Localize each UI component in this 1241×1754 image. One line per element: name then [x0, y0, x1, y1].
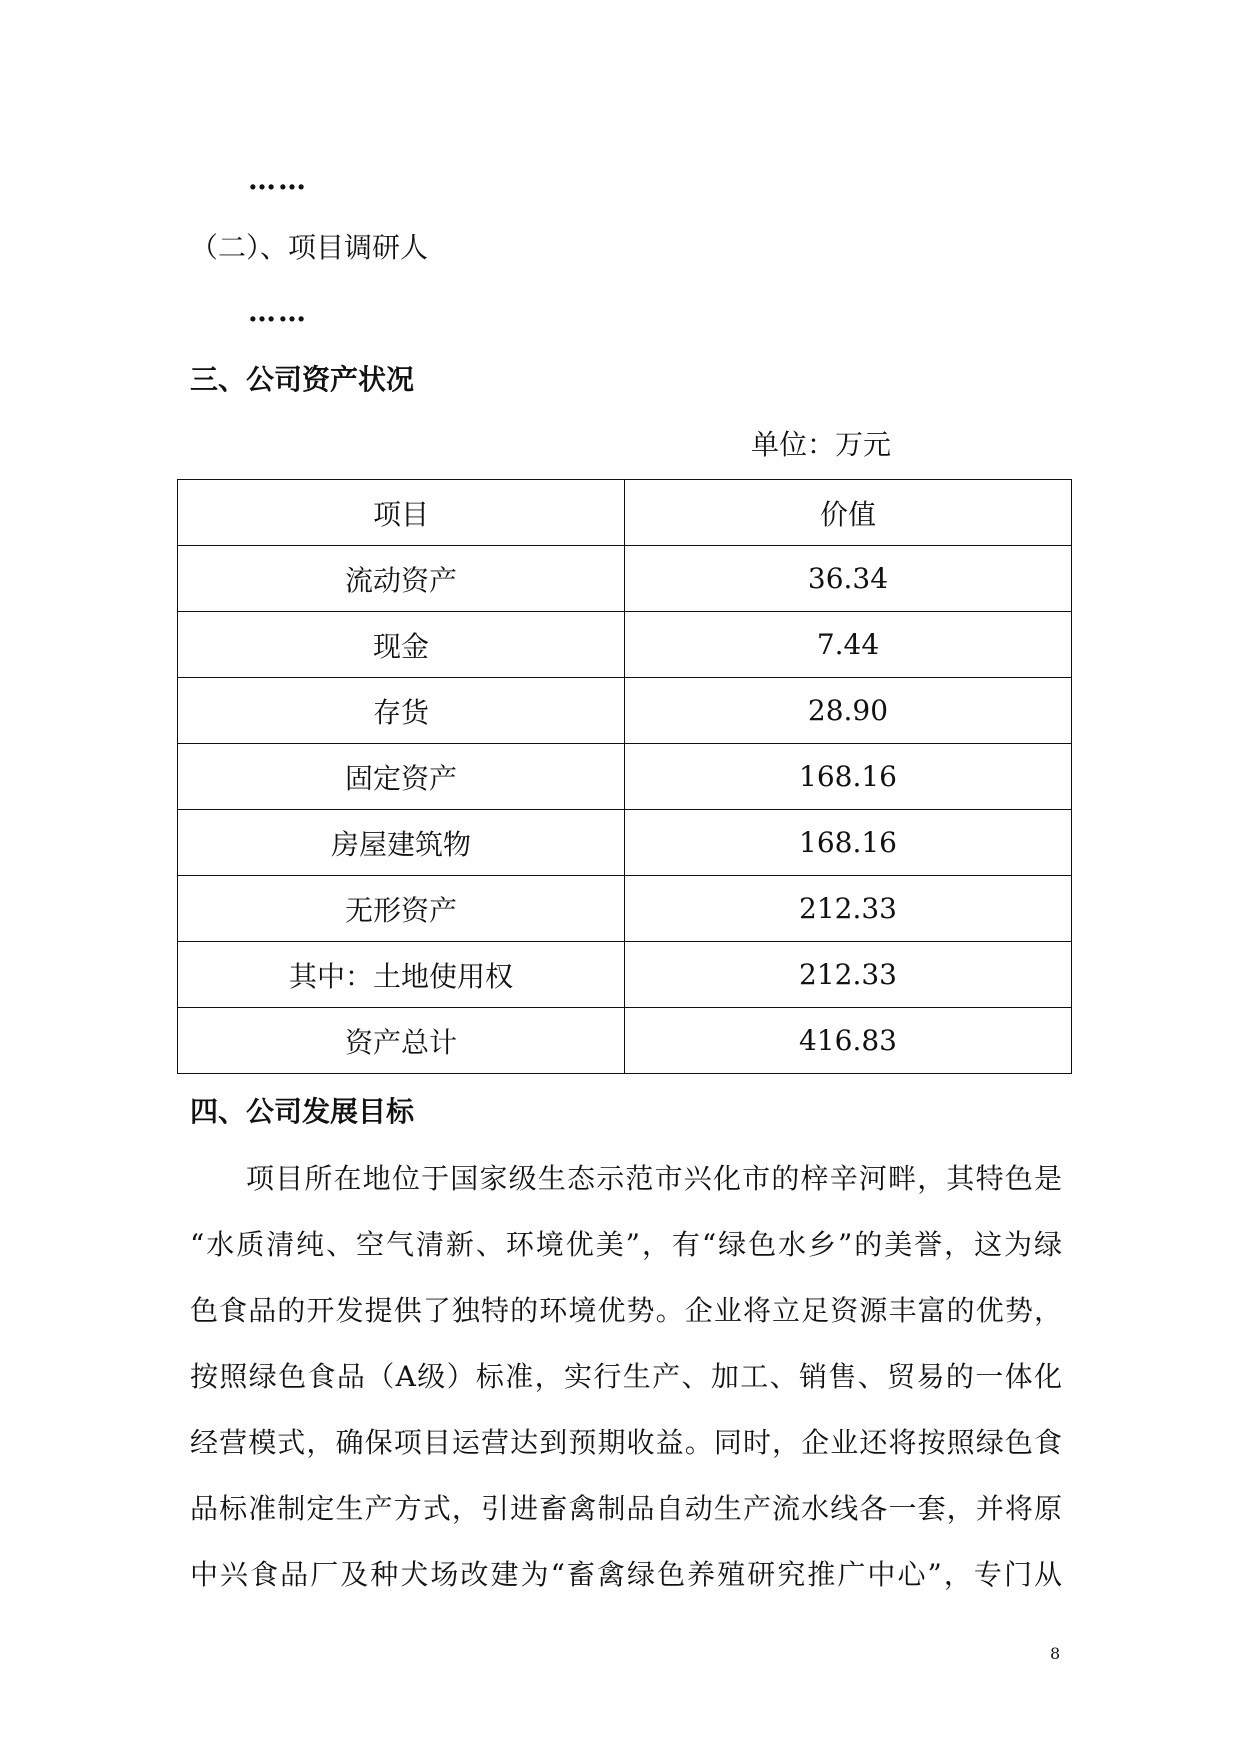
item-cell: 存货: [178, 678, 625, 744]
unit-label: 单位：万元: [751, 428, 892, 461]
paragraph-line: 中兴食品厂及种犬场改建为“畜禽绿色养殖研究推广中心”，专门从: [190, 1558, 1062, 1591]
value-cell: 212.33: [625, 942, 1072, 1008]
table-row: [178, 876, 1072, 942]
paragraph-line: 经营模式，确保项目运营达到预期收益。同时，企业还将按照绿色食: [190, 1426, 1062, 1459]
table-row: [178, 744, 1072, 810]
ellipsis-1: ……: [248, 163, 308, 196]
item-cell: 房屋建筑物: [178, 810, 625, 876]
value-cell: 168.16: [625, 744, 1072, 810]
paragraph-line: 按照绿色食品（A级）标准，实行生产、加工、销售、贸易的一体化: [190, 1360, 1062, 1393]
column-header-item: 项目: [178, 480, 625, 546]
ellipsis-2: ……: [248, 295, 308, 328]
item-cell: 无形资产: [178, 876, 625, 942]
table-header-row: [178, 480, 1072, 546]
value-cell: 212.33: [625, 876, 1072, 942]
value-cell: 36.34: [625, 546, 1072, 612]
item-cell: 固定资产: [178, 744, 625, 810]
value-cell: 7.44: [625, 612, 1072, 678]
paragraph-line: 项目所在地位于国家级生态示范市兴化市的梓辛河畔，其特色是: [246, 1162, 1062, 1195]
subheading-project-researcher: （二）、项目调研人: [190, 231, 429, 264]
value-cell: 28.90: [625, 678, 1072, 744]
column-header-value: 价值: [625, 480, 1072, 546]
page-number: 8: [1050, 1644, 1061, 1663]
paragraph-line: 色食品的开发提供了独特的环境优势。企业将立足资源丰富的优势，: [190, 1294, 1062, 1327]
table-row: [178, 546, 1072, 612]
item-cell: 资产总计: [178, 1008, 625, 1074]
item-cell: 现金: [178, 612, 625, 678]
table-row: [178, 1008, 1072, 1074]
table-row: [178, 678, 1072, 744]
table-row: [178, 612, 1072, 678]
section-4-heading: 四、公司发展目标: [190, 1095, 415, 1128]
item-cell: 流动资产: [178, 546, 625, 612]
table-row: [178, 942, 1072, 1008]
item-cell: 其中：土地使用权: [178, 942, 625, 1008]
section-3-heading: 三、公司资产状况: [190, 363, 415, 396]
paragraph-line: “水质清纯、空气清新、环境优美”，有“绿色水乡”的美誉，这为绿: [190, 1228, 1062, 1261]
paragraph-line: 品标准制定生产方式，引进畜禽制品自动生产流水线各一套，并将原: [190, 1492, 1062, 1525]
value-cell: 168.16: [625, 810, 1072, 876]
table-row: [178, 810, 1072, 876]
section-4-paragraph: [190, 1146, 1062, 1608]
asset-table: [177, 479, 1072, 1074]
value-cell: 416.83: [625, 1008, 1072, 1074]
